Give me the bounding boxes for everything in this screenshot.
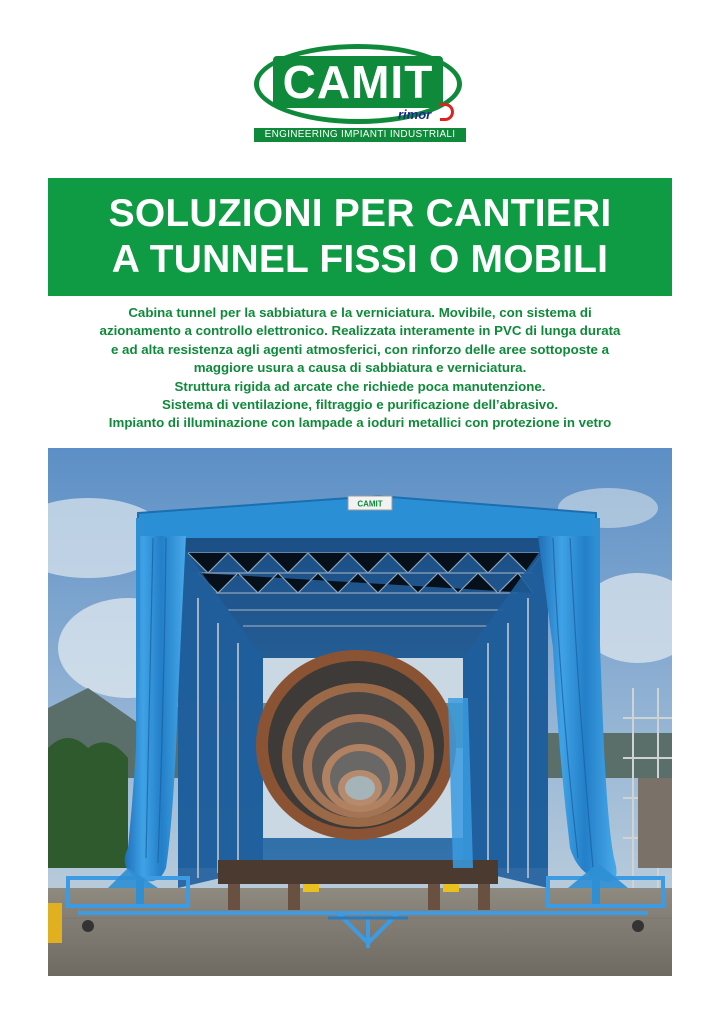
tunnel-photo (48, 448, 672, 976)
logo-swoosh (440, 103, 454, 121)
title-banner (48, 178, 672, 296)
logo-tagline: ENGINEERING IMPIANTI INDUSTRIALI (254, 128, 466, 142)
description-line: azionamento a controllo elettronico. Realizzata interamente in PVC di lunga durata (99, 323, 621, 339)
logo-brand-text (254, 56, 462, 108)
description-line: Cabina tunnel per la sabbiatura e la verniciatura. Movibile, con sistema di (128, 305, 592, 320)
description-line: Impianto di illuminazione con lampade a ioduri metallici con protezione in vetro (108, 415, 612, 431)
title-line-1: SOLUZIONI PER CANTIERI (108, 192, 612, 235)
description-line: Sistema di ventilazione, filtraggio e purificazione dell’abrasivo. (161, 397, 559, 413)
tunnel-sign-text: CAMIT (357, 499, 383, 509)
logo-brand-label: CAMIT (273, 56, 444, 108)
description-line: Struttura rigida ad arcate che richiede poca manutenzione. (174, 378, 546, 394)
title-line-2: A TUNNEL FISSI O MOBILI (111, 238, 609, 281)
pipe-rings (256, 650, 456, 840)
company-logo (254, 44, 470, 142)
logo-sub-brand: rimor (398, 107, 432, 122)
description-line: e ad alta resistenza agli agenti atmosferici, con rinforzo delle aree sottoposte a (110, 341, 610, 357)
product-description (48, 304, 672, 433)
description-line: maggiore usura a causa di sabbiatura e verniciatura. (193, 360, 527, 376)
